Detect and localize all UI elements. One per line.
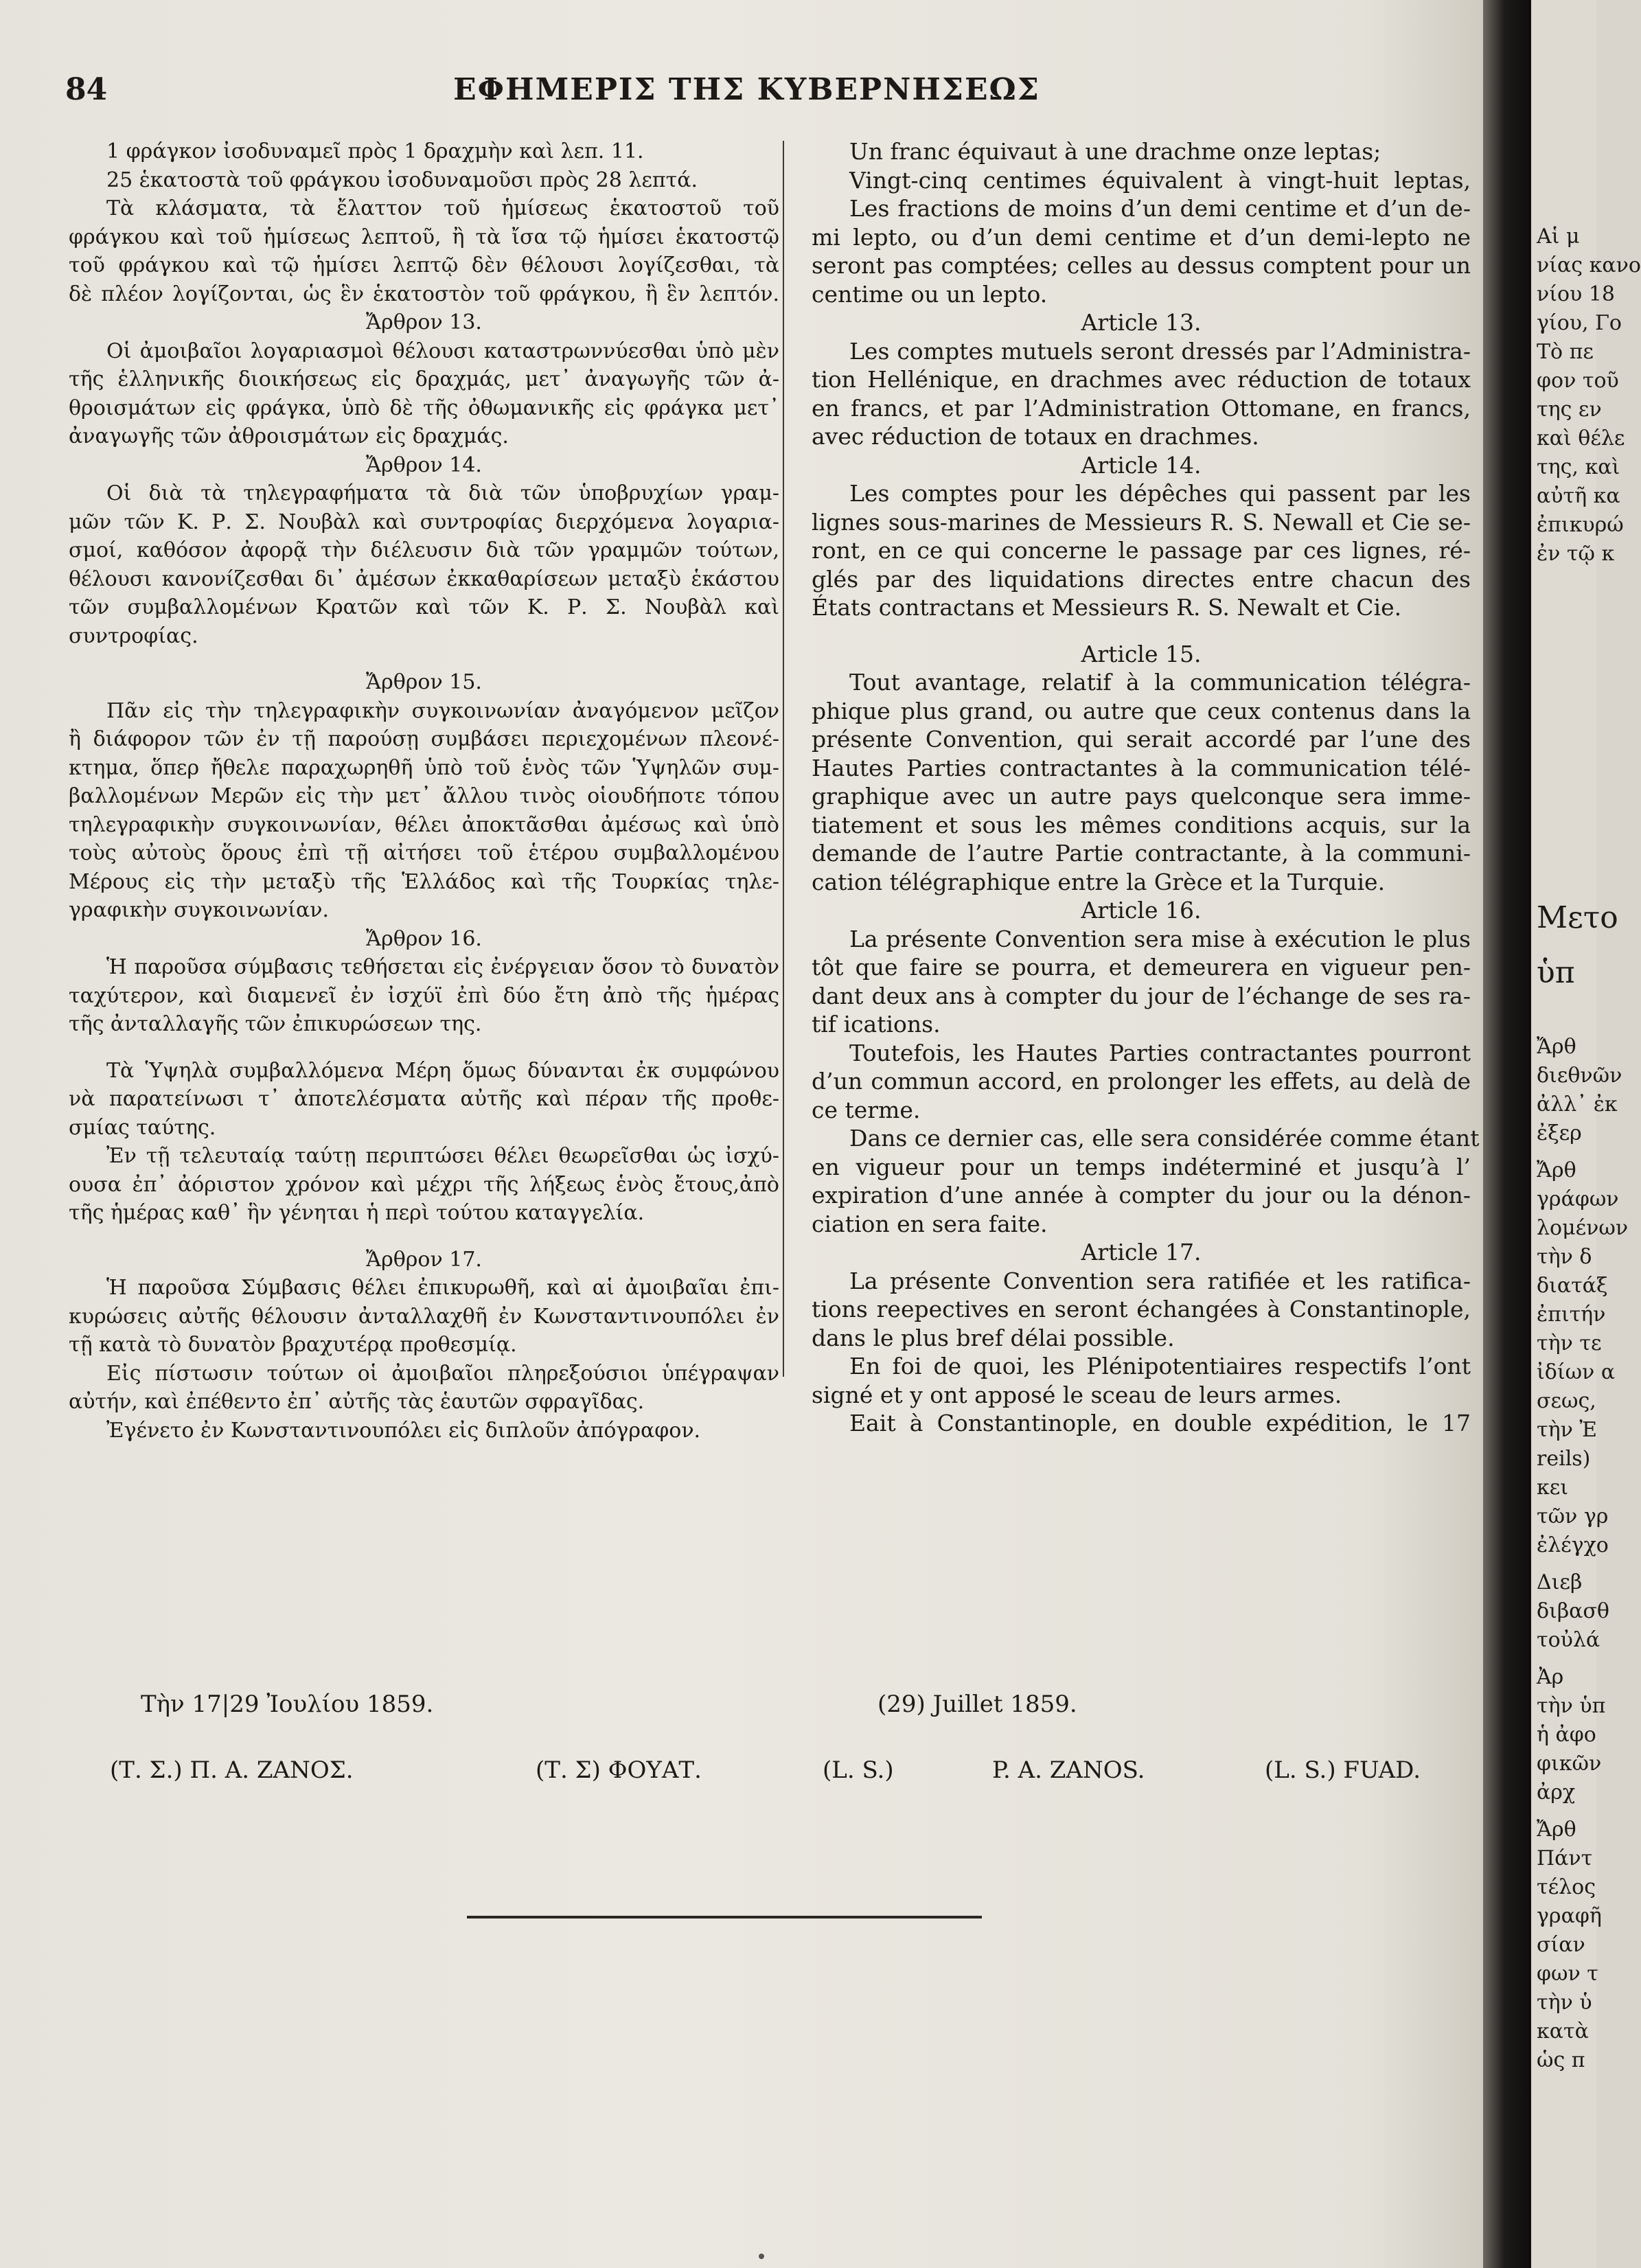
facing-page-fragment: τὴν δ (1537, 1245, 1592, 1269)
greek-text-line: ουσα ἐπ᾽ ἀόριστον χρόνον καὶ μέχρι τῆς λήξεως ἑνὸς ἔτους,ἀπὸ (69, 1172, 779, 1197)
greek-text-line: Μέρους εἰς τὴν μεταξὺ τῆς Ἑλλάδος καὶ τῆς Τουρκίας τηλε- (69, 869, 779, 894)
french-text-column (812, 137, 1480, 1438)
facing-page-fragment: ἐν τῷ κ (1537, 542, 1615, 566)
french-text-line: tion Hellénique, en drachmes avec réduction de totaux (812, 366, 1471, 393)
print-speck (759, 2254, 764, 2259)
french-text-line: d’un commun accord, en prolonger les effets, au delà de (812, 1068, 1471, 1095)
facing-page-fragment: Μετο (1537, 900, 1618, 935)
french-article-heading: Article 15. (1081, 640, 1202, 667)
french-text-line: Vingt-cinq centimes équivalent à vingt-huit leptas, (849, 166, 1471, 194)
facing-page-fragment: τέλος (1537, 1875, 1596, 1899)
french-article-heading: Article 16. (1081, 897, 1202, 924)
french-text-line: Un franc équivaut à une drachme onze leptas; (849, 138, 1381, 165)
facing-page-fragment: νίου 18 (1537, 282, 1616, 306)
facing-page-fragment: ἐλέγχο (1537, 1533, 1609, 1557)
greek-text-line: Πᾶν εἰς τὴν τηλεγραφικὴν συγκοινωνίαν ἀναγόμενον μεῖζον (106, 698, 779, 723)
facing-page-fragment: ἀλλ᾽ ἐκ (1537, 1092, 1618, 1116)
facing-page-fragment: ἐπικυρώ (1537, 513, 1624, 537)
facing-page-fragment: φον τοῦ (1537, 369, 1619, 393)
greek-text-line: Εἰς πίστωσιν τούτων οἱ ἀμοιβαῖοι πληρεξούσιοι ὑπέγραψαν (106, 1361, 779, 1386)
facing-page-fragment: αὐτῆ κα (1537, 484, 1620, 508)
greek-text-line: αὐτήν, καὶ ἐπέθεντο ἐπ᾽ αὐτῆς τὰς ἑαυτῶν σφραγῖδας. (69, 1390, 645, 1414)
journal-title: ΕΦΗΜΕΡΙΣ ΤΗΣ ΚΥΒΕΡΝΗΣΕΩΣ (453, 72, 1040, 107)
facing-page-fragment: τῶν γρ (1537, 1504, 1609, 1528)
french-text-line: ciation en sera faite. (812, 1210, 1048, 1237)
facing-page-fragment: τὴν ὑπ (1537, 1694, 1606, 1718)
greek-spacer (69, 1039, 779, 1057)
facing-page-fragment: ἀρχ (1537, 1780, 1576, 1805)
facing-page-fragment: διατάξ (1537, 1274, 1608, 1298)
greek-text-line: τοὺς αὐτοὺς ὅρους ἐπὶ τῇ αἰτήσει τοῦ ἑτέρου συμβαλλομένου (69, 841, 779, 865)
facing-page-fragment: τὴν ὑ (1537, 1991, 1592, 2015)
book-spine-shadow (1483, 0, 1531, 2268)
greek-spacer (69, 650, 779, 668)
greek-text-line: Ἡ παροῦσα Σύμβασις θέλει ἐπικυρωθῆ, καὶ αἱ ἀμοιβαῖαι ἐπι- (106, 1276, 779, 1300)
french-text-line: La présente Convention sera ratifiée et les ratifica- (849, 1267, 1471, 1294)
facing-page-fragment: διβασθ (1537, 1599, 1609, 1623)
greek-text-line: μῶν τῶν Κ. Ρ. Σ. Νουβὰλ καὶ συντροφίας διερχόμενα λογαρια- (69, 509, 779, 534)
facing-page-fragment: Πάντ (1537, 1846, 1593, 1870)
greek-text-line: τῇ κατὰ τὸ δυνατὸν βραχυτέρᾳ προθεσμίᾳ. (69, 1333, 517, 1357)
greek-text-line: βαλλομένων Μερῶν εἰς τὴν μετ᾽ ἄλλου τινὸς οἱουδήποτε τόπου (69, 784, 779, 808)
french-article-heading: Article 13. (1081, 309, 1202, 336)
french-signature-fuad: (L. S.) FUAD. (1265, 1756, 1421, 1784)
facing-page-fragment: τοὐλά (1537, 1628, 1600, 1652)
column-divider (783, 141, 784, 1377)
greek-text-line: τῆς ἡμέρας καθ᾽ ἣν γένηται ἡ περὶ τούτου καταγγελία. (69, 1201, 645, 1225)
greek-text-line: Ἐγένετο ἐν Κωνσταντινουπόλει εἰς διπλοῦν ἀπόγραφον. (106, 1418, 701, 1443)
french-text-line: Eait à Constantinople, en double expédition, le 17 (849, 1410, 1471, 1436)
facing-page-fragment: ἐπιτήν (1537, 1303, 1606, 1327)
page-number: 84 (65, 72, 108, 107)
french-text-line: Les comptes pour les dépêches qui passent par les (849, 480, 1471, 507)
french-text-line: en vigueur pour un temps indéterminé et jusqu’à l’ (812, 1153, 1471, 1180)
french-text-line: tiatement et sous les mêmes conditions acquis, sur la (812, 811, 1471, 838)
french-text-line: signé et y ont apposé le sceau de leurs armes. (812, 1381, 1342, 1408)
french-date: (29) Juillet 1859. (877, 1691, 1077, 1718)
greek-text-line: θροισμάτων εἰς φράγκα, ὑπὸ δὲ τῆς ὀθωμανικῆς εἰς φράγκα μετ᾽ (69, 396, 779, 420)
french-text-line: Hautes Parties contractantes à la communication télé- (812, 754, 1471, 781)
page-header (65, 72, 1428, 113)
greek-article-heading: Ἄρθρον 13. (366, 310, 482, 334)
facing-page-fragment: διεθνῶν (1537, 1064, 1622, 1088)
facing-page-fragment: ὑπ (1537, 955, 1575, 990)
french-text-line: tif ications. (812, 1011, 941, 1038)
facing-page-fragment: ἐξερ (1537, 1121, 1582, 1145)
greek-spacer (69, 1228, 779, 1246)
greek-signature-fouat: (Τ. Σ) ΦΟΥΑΤ. (536, 1756, 702, 1784)
greek-text-line: Τὰ Ὑψηλὰ συμβαλλόμενα Μέρη ὅμως δύνανται ἐκ συμφώνου (106, 1058, 779, 1083)
facing-page-fragment: τὴν Ἐ (1537, 1418, 1597, 1442)
french-text-line: tions reepectives en seront échangées à Constantinople, (812, 1296, 1471, 1322)
french-text-line: cation télégraphique entre la Grèce et la Turquie. (812, 868, 1386, 895)
french-text-line: Les comptes mutuels seront dressés par l’Administra- (849, 337, 1471, 365)
greek-text-line: τοῦ φράγκου καὶ τῷ ἡμίσει λεπτῷ δὲν θέλουσι λογίζεσθαι, τὰ (69, 253, 779, 277)
facing-page-fragment: φικῶν (1537, 1752, 1602, 1776)
french-text-line: lignes sous-marines de Messieurs R. S. Newall et Cie se- (812, 508, 1471, 536)
greek-text-line: Ἡ παροῦσα σύμβασις τεθήσεται εἰς ἐνέργειαν ὅσον τὸ δυνατὸν (106, 955, 779, 979)
greek-text-line: σμίας ταύτης. (69, 1115, 216, 1140)
french-signature-zanos: P. A. ZANOS. (992, 1756, 1145, 1784)
french-text-line: en francs, et par l’Administration Ottomane, en francs, (812, 394, 1471, 422)
facing-page-fragment: σεως, (1537, 1389, 1596, 1413)
greek-text-line: κυρώσεις αὐτῆς θέλουσιν ἀνταλλαχθῆ ἐν Κωνσταντινουπόλει ἐν (69, 1304, 779, 1329)
french-text-line: dant deux ans à compter du jour de l’échange de ses ra- (812, 982, 1471, 1009)
facing-page-fragment: Τὸ πε (1537, 340, 1594, 364)
facing-page-fragment: καὶ θέλε (1537, 426, 1625, 450)
greek-article-heading: Ἄρθρον 16. (366, 926, 482, 951)
greek-text-line: σμοί, καθόσον ἀφορᾷ τὴν διέλευσιν διὰ τῶν γραμμῶν τούτων, (69, 538, 779, 562)
facing-page-fragment: Ἄρθ (1537, 1035, 1576, 1059)
facing-page-fragment: ἡ ἀφο (1537, 1723, 1596, 1747)
facing-page-fragment: Ἀρ (1537, 1665, 1564, 1689)
greek-text-line: τῶν συμβαλλομένων Κρατῶν καὶ τῶν Κ. Ρ. Σ. Νουβὰλ καὶ (69, 595, 779, 619)
french-text-line: ce terme. (812, 1096, 921, 1123)
french-text-line: avec réduction de totaux en drachmes. (812, 423, 1259, 450)
french-text-line: Toutefois, les Hautes Parties contractantes pourront (849, 1039, 1471, 1066)
greek-text-line: Τὰ κλάσματα, τὰ ἔλαττον τοῦ ἡμίσεως ἑκατοστοῦ τοῦ (106, 196, 779, 220)
french-spacer (812, 622, 1471, 640)
greek-text-column (69, 137, 779, 1445)
greek-text-line: συντροφίας. (69, 623, 198, 648)
facing-page-fragment: Αἱ μ (1537, 225, 1580, 249)
french-text-line: expiration d’une année à compter du jour ou la dénon- (812, 1182, 1471, 1209)
greek-text-line: τηλεγραφικὴν συγκοινωνίαν, θέλει ἀποκτᾶσθαι ἀμέσως καὶ ὑπὸ (69, 812, 779, 837)
greek-text-line: Ἐν τῇ τελευταίᾳ ταύτῃ περιπτώσει θέλει θεωρεῖσθαι ὡς ἰσχύ- (106, 1144, 779, 1168)
greek-text-line: 1 φράγκον ἰσοδυναμεῖ πρὸς 1 δραχμὴν καὶ λεπ. 11. (106, 139, 644, 163)
greek-article-heading: Ἄρθρον 15. (366, 670, 482, 694)
facing-page-fragment: νίας κανο (1537, 253, 1641, 277)
french-text-line: seront pas comptées; celles au dessus comptent pour un (812, 252, 1471, 279)
facing-page-fragment: της εν (1537, 398, 1602, 422)
greek-article-heading: Ἄρθρον 17. (366, 1247, 482, 1272)
french-text-line: Dans ce dernier cas, elle sera considérée comme étant (849, 1125, 1480, 1152)
facing-page-fragment: Διεβ (1537, 1570, 1583, 1594)
greek-text-line: τῆς ἑλληνικῆς διοικήσεως εἰς δραχμάς, μετ᾽ ἀναγωγῆς τῶν ἀ- (69, 367, 779, 391)
greek-text-line: κτημα, ὅπερ ἤθελε παραχωρηθῆ ὑπὸ τοῦ ἑνὸς τῶν Ὑψηλῶν συμ- (69, 755, 779, 780)
french-text-line: demande de l’autre Partie contractante, à la communi- (812, 840, 1471, 867)
facing-page-fragment: τὴν τε (1537, 1331, 1602, 1355)
greek-text-line: Οἱ ἀμοιβαῖοι λογαριασμοὶ θέλουσι καταστρωννύεσθαι ὑπὸ μὲν (106, 339, 779, 363)
french-text-line: centime ou un lepto. (812, 280, 1048, 308)
greek-text-line: θέλουσι κανονίζεσθαι δι᾽ ἀμέσων ἐκκαθαρίσεων μεταξὺ ἑκάστου (69, 566, 779, 591)
french-text-line: mi lepto, ou d’un demi centime et d’un demi-lepto ne (812, 223, 1471, 251)
greek-text-line: Οἱ διὰ τὰ τηλεγραφήματα τὰ διὰ τῶν ὑποβρυχίων γραμ- (106, 481, 779, 505)
french-text-line: glés par des liquidations directes entre chacun des (812, 565, 1471, 593)
greek-text-line: ἢ διάφορον τῶν ἐν τῇ παρούσῃ συμβάσει περιεχομένων πλεονέ- (69, 727, 779, 751)
french-text-line: Les fractions de moins d’un demi centime et d’un de- (849, 195, 1471, 222)
greek-text-line: δὲ πλέον λογίζονται, ὡς ἓν ἑκατοστὸν τοῦ φράγκου, ἢ ἓν λεπτόν. (69, 282, 779, 306)
greek-signature-zanos: (Τ. Σ.) Π. Α. ΖΑΝΟΣ. (110, 1756, 354, 1784)
french-article-heading: Article 17. (1081, 1239, 1202, 1265)
french-text-line: tôt que faire se pourra, et demeurera en vigueur pen- (812, 954, 1471, 981)
closing-rule (467, 1916, 982, 1918)
french-text-line: États contractans et Messieurs R. S. Newalt et Cie. (812, 594, 1402, 621)
french-text-line: dans le plus bref délai possible. (812, 1324, 1175, 1351)
greek-text-line: ταχύτερον, καὶ διαμενεῖ ἐν ἰσχύϊ ἐπὶ δύο ἔτη ἀπὸ τῆς ἡμέρας (69, 983, 779, 1008)
facing-page-edge (1531, 0, 1641, 2268)
french-text-line: Tout avantage, relatif à la communication télégra- (849, 669, 1471, 696)
facing-page-fragment: γραφῆ (1537, 1904, 1602, 1928)
greek-date: Τὴν 17|29 Ἰουλίου 1859. (141, 1691, 434, 1718)
french-text-line: présente Convention, qui serait accordé par l’une des (812, 726, 1471, 753)
french-text-line: graphique avec un autre pays quelconque sera imme- (812, 783, 1471, 810)
french-text-line: ront, en ce qui concerne le passage par ces lignes, ré- (812, 537, 1471, 564)
facing-page-fragment: κατὰ (1537, 2019, 1589, 2043)
facing-page-fragment: ὡς π (1537, 2048, 1585, 2072)
facing-page-fragment: σίαν (1537, 1933, 1585, 1957)
french-seal-left: (L. S.) (823, 1756, 894, 1784)
facing-page-fragment: κει (1537, 1476, 1569, 1500)
greek-text-line: τῆς ἀνταλλαγῆς τῶν ἐπικυρώσεων της. (69, 1012, 482, 1036)
facing-page-fragment: φων τ (1537, 1962, 1598, 1986)
facing-page-fragment: γίου, Γο (1537, 311, 1622, 335)
facing-page-fragment: Ἄρθ (1537, 1158, 1576, 1182)
facing-page-fragment: γράφων (1537, 1187, 1619, 1211)
french-text-line: En foi de quoi, les Plénipotentiaires respectifs l’ont (849, 1353, 1471, 1379)
facing-page-fragment: ἰδίων α (1537, 1360, 1616, 1384)
facing-page-fragment: λομένων (1537, 1216, 1629, 1240)
greek-text-line: γραφικὴν συγκοινωνίαν. (69, 898, 330, 922)
greek-text-line: φράγκου καὶ τοῦ ἡμίσεως λεπτοῦ, ἢ τὰ ἴσα τῷ ἡμίσει ἑκατοστῷ (69, 225, 779, 249)
greek-text-line: ἀναγωγῆς τῶν ἀθροισμάτων εἰς δραχμάς. (69, 424, 509, 448)
facing-page-fragment: της, καὶ (1537, 455, 1620, 479)
greek-article-heading: Ἄρθρον 14. (366, 453, 482, 477)
greek-text-line: 25 ἑκατοστὰ τοῦ φράγκου ἰσοδυναμοῦσι πρὸς 28 λεπτά. (106, 168, 698, 192)
facing-page-fragment: reils) (1537, 1447, 1591, 1471)
french-text-line: phique plus grand, ou autre que ceux contenus dans la (812, 697, 1471, 724)
french-article-heading: Article 14. (1081, 451, 1202, 479)
greek-text-line: νὰ παρατείνωσι τ᾽ ἀποτελέσματα αὐτῆς καὶ πέραν τῆς προθε- (69, 1087, 779, 1111)
facing-page-fragment: Ἄρθ (1537, 1818, 1576, 1842)
french-text-line: La présente Convention sera mise à exécution le plus (849, 925, 1471, 952)
